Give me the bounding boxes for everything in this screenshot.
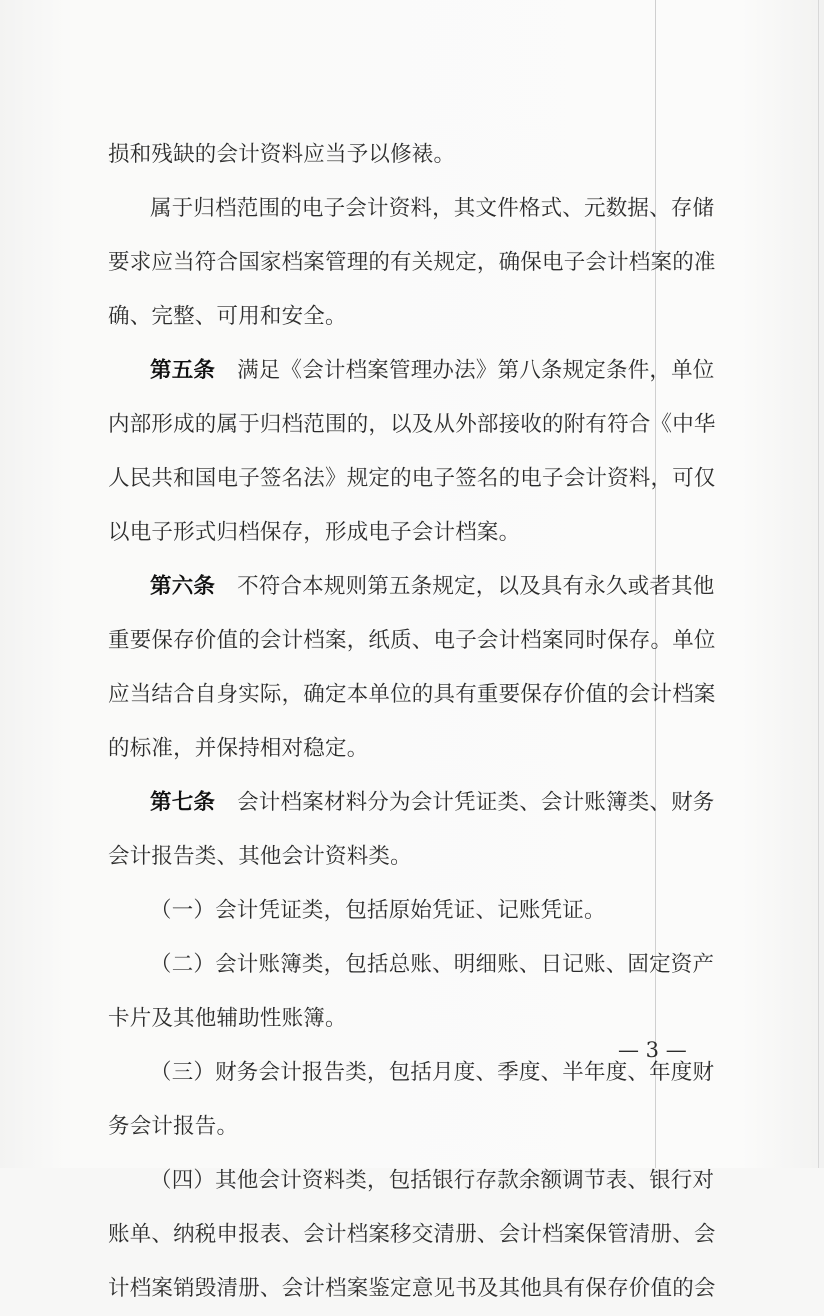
text-line: 内部形成的属于归档范围的，以及从外部接收的附有符合《中华 xyxy=(108,412,716,437)
text-line: 人民共和国电子签名法》规定的电子签名的电子会计资料，可仅 xyxy=(108,466,716,491)
article-5-heading: 第五条 xyxy=(150,358,216,383)
text-line: 卡片及其他辅助性账簿。 xyxy=(108,1006,347,1031)
list-item-1: （一）会计凭证类，包括原始凭证、记账凭证。 xyxy=(150,898,606,923)
list-item-4: （四）其他会计资料类，包括银行存款余额调节表、银行对 xyxy=(150,1168,715,1193)
list-item-3: （三）财务会计报告类，包括月度、季度、半年度、年度财 xyxy=(150,1060,715,1085)
text-line: 重要保存价值的会计档案，纸质、电子会计档案同时保存。单位 xyxy=(108,628,716,653)
text-line: 务会计报告。 xyxy=(108,1114,239,1139)
article-7-heading: 第七条 xyxy=(150,790,216,815)
article-5: 第五条 满足《会计档案管理办法》第八条规定条件，单位 xyxy=(150,358,715,383)
text-line: 的标准，并保持相对稳定。 xyxy=(108,736,369,761)
text-line: 要求应当符合国家档案管理的有关规定，确保电子会计档案的准 xyxy=(108,250,716,275)
text-line: 确、完整、可用和安全。 xyxy=(108,304,347,329)
paragraph-electronic-records: 属于归档范围的电子会计资料，其文件格式、元数据、存储 xyxy=(150,196,715,221)
list-item-2: （二）会计账簿类，包括总账、明细账、日记账、固定资产 xyxy=(150,952,715,977)
document-body xyxy=(108,128,720,1316)
text-line: 以电子形式归档保存，形成电子会计档案。 xyxy=(108,520,521,545)
article-7: 第七条 会计档案材料分为会计凭证类、会计账簿类、财务 xyxy=(150,790,715,815)
text-line: 会计报告类、其他会计资料类。 xyxy=(108,844,412,869)
article-6-heading: 第六条 xyxy=(150,574,216,599)
text-line: 应当结合自身实际，确定本单位的具有重要保存价值的会计档案 xyxy=(108,682,716,707)
text-line: 损和残缺的会计资料应当予以修裱。 xyxy=(108,142,456,167)
article-6: 第六条 不符合本规则第五条规定，以及具有永久或者其他 xyxy=(150,574,715,599)
page-edge-line xyxy=(818,0,819,1168)
page-number: — 3 — xyxy=(618,1038,687,1062)
text-line: 账单、纳税申报表、会计档案移交清册、会计档案保管清册、会 xyxy=(108,1222,716,1247)
text-line: 计档案销毁清册、会计档案鉴定意见书及其他具有保存价值的会 xyxy=(108,1276,716,1301)
